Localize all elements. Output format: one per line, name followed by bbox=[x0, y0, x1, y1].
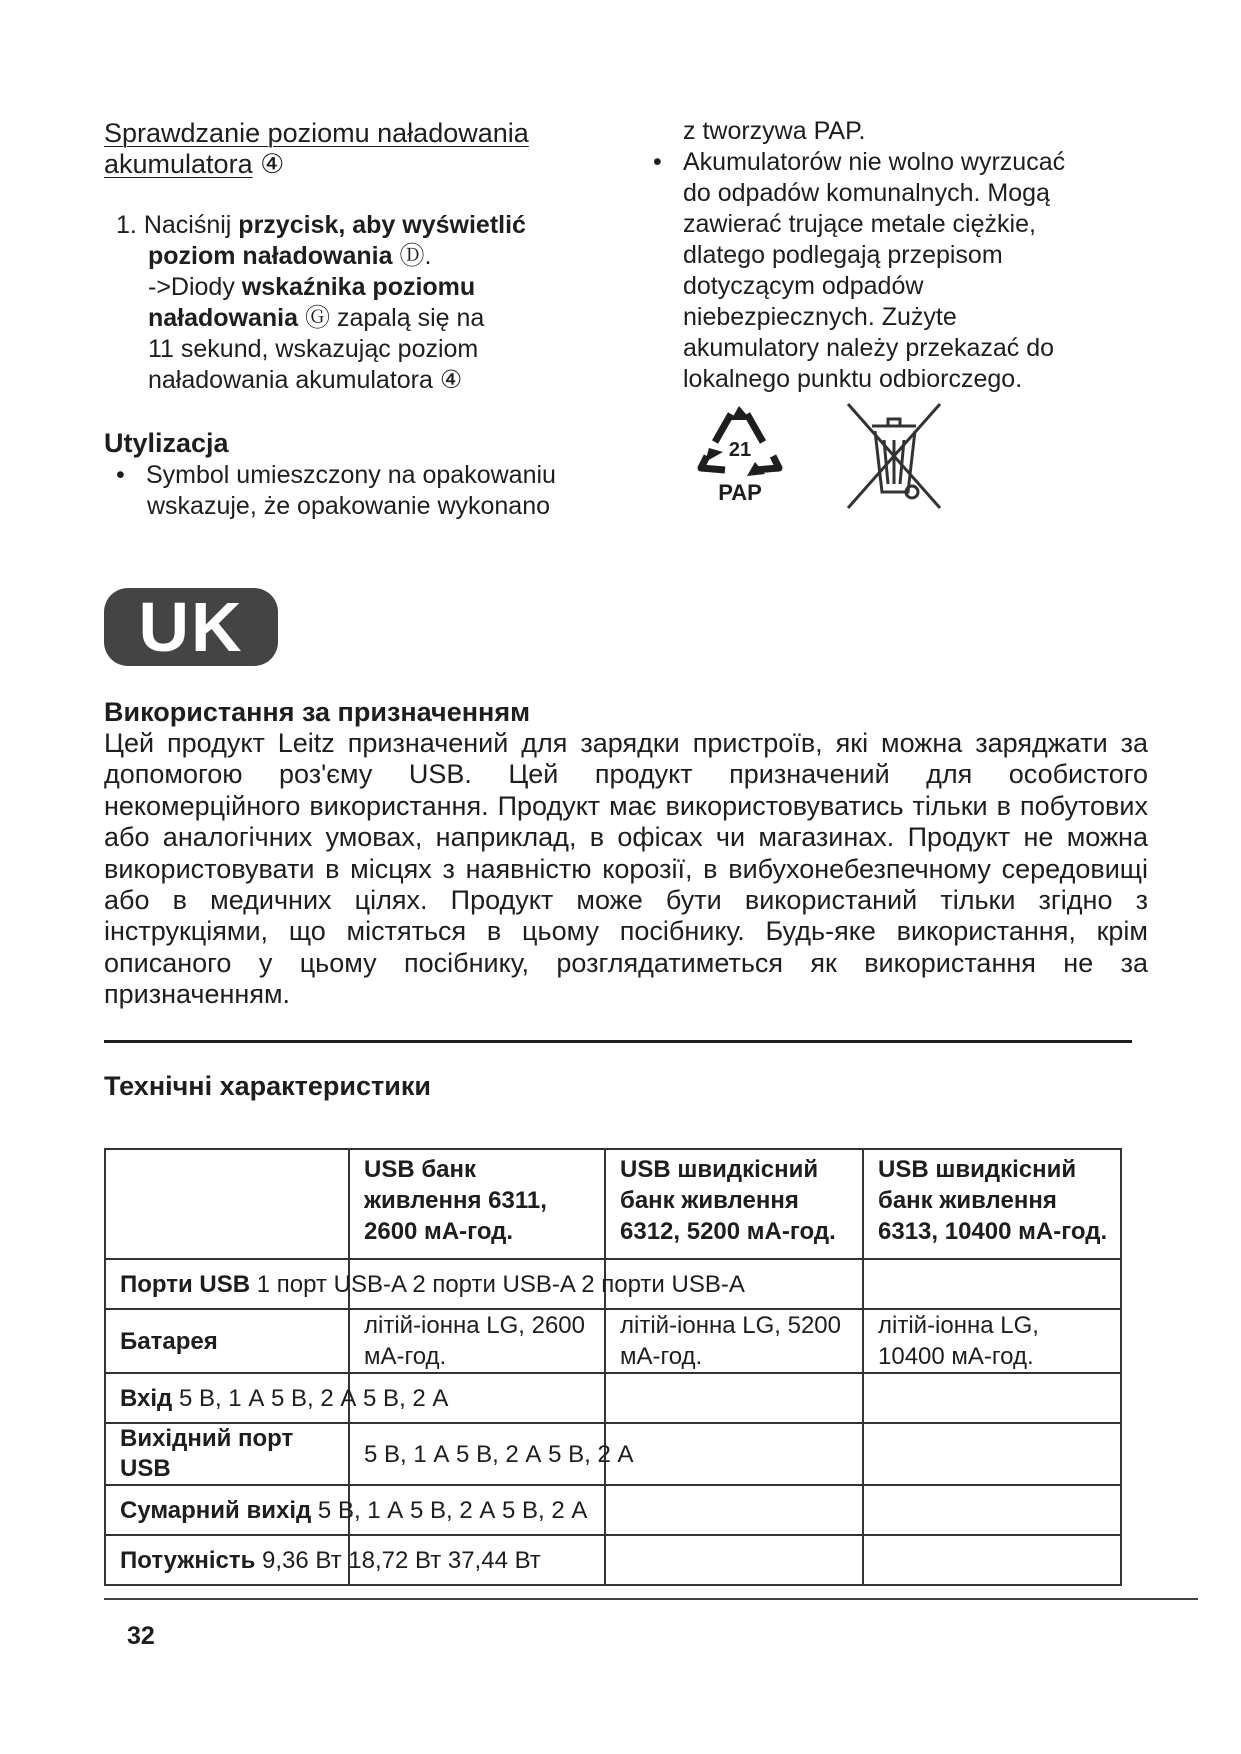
table-row: Сумарний вихід 5 В, 1 А 5 В, 2 А 5 В, 2 А bbox=[105, 1485, 1121, 1535]
tech-specs-title: Технічні характеристики bbox=[104, 1071, 431, 1101]
recycle-number: 21 bbox=[728, 439, 752, 461]
disposal-right-column: z tworzywa PAP. • Akumulatorów nie wolno wyrzucać do odpadów komunalnych. Mogą zawierać trujące metale ciężkie, dlatego podlegają przepisom dotyczącym odpadów niebezpiecznych. Zużyte akumulatory należy przekazać do lokalnego punktu odbiorczego. bbox=[653, 117, 1066, 393]
recycle-pap-icon bbox=[695, 400, 785, 512]
table-row: Вхід 5 В, 1 А 5 В, 2 А 5 В, 2 А bbox=[105, 1373, 1121, 1423]
language-badge-uk: UK bbox=[104, 588, 278, 666]
tech-specs-table bbox=[104, 1148, 1122, 1586]
table-row: Вихідний порт USB 5 В, 1 А 5 В, 2 А 5 В, 2 А bbox=[105, 1423, 1121, 1485]
table-header-cell: USB банк живлення 6311, 2600 мА-год. bbox=[349, 1149, 605, 1259]
page-number: 32 bbox=[127, 1622, 155, 1650]
table-row: Батарея літій-іонна LG, 2600 мА-год. літій-іонна LG, 5200 мА-год. літій-іонна LG, 10400 мА-год. bbox=[105, 1309, 1121, 1373]
footer-rule bbox=[104, 1598, 1198, 1600]
battery-check-steps: 1. Naciśnij przycisk, aby wyświetlić poziom naładowania Ⓓ. ->Diody wskaźnika poziomu naładowania Ⓖ zapalą się na 11 sekund, wskazując poziom naładowania akumulatora ④ bbox=[116, 211, 526, 394]
intended-use-title: Використання за призначенням bbox=[104, 697, 531, 727]
recycle-label: PAP bbox=[718, 480, 762, 505]
table-header-cell: USB швидкісний банк живлення 6313, 10400 мА-год. bbox=[863, 1149, 1121, 1259]
table-row: Порти USB 1 порт USB-A 2 порти USB-A 2 порти USB-A bbox=[105, 1259, 1121, 1309]
disposal-bullet-1: • Symbol umieszczony na opakowaniu wskazuje, że opakowanie wykonano bbox=[116, 461, 556, 520]
table-header-cell bbox=[105, 1149, 349, 1259]
table-header-cell: USB швидкісний банк живлення 6312, 5200 мА-год. bbox=[605, 1149, 863, 1259]
disposal-title: Utylizacja bbox=[104, 428, 229, 458]
weee-bin-icon bbox=[842, 400, 946, 512]
intended-use-body: Цей продукт Leitz призначений для зарядки пристроїв, які можна заряджати за допомогою роз'єму USB. Цей продукт призначений для особистого некомерційного використання. Продукт має використовуватись тільки в побутових або аналогічних умовах, наприклад, в офісах чи магазинах. Продукт не можна використовувати в місцях з наявністю корозії, в вибухонебезпечному середовищі або в медичних цілях. Продукт може бути використаний тільки згідно з інструкціями, що містяться в цьому посібнику. Будь-яке використання, крім описаного у цьому посібнику, розглядатиметься як використання не за призначенням. bbox=[104, 728, 1148, 1010]
battery-check-heading: Sprawdzanie poziomu naładowania akumulatora ④ bbox=[104, 118, 529, 179]
table-header-row bbox=[105, 1149, 1121, 1259]
table-row: Потужність 9,36 Вт 18,72 Вт 37,44 Вт bbox=[105, 1535, 1121, 1585]
ref-4: ④ bbox=[260, 149, 285, 179]
section-divider bbox=[104, 1040, 1132, 1043]
